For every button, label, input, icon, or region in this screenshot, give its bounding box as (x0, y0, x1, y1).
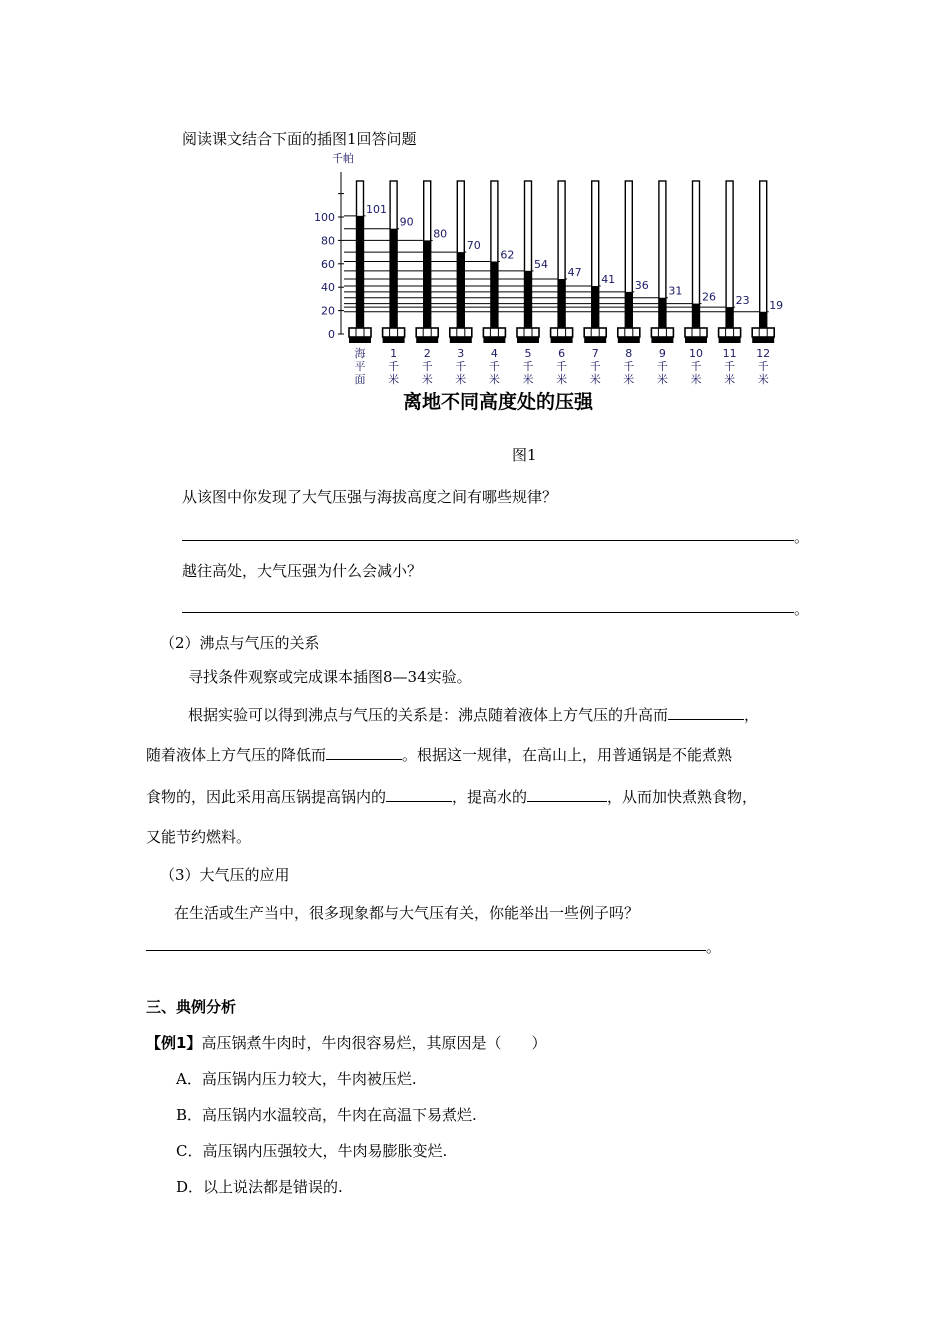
value-label: 36 (634, 278, 649, 292)
value-label: 19 (769, 298, 784, 312)
category-label: 平 (354, 360, 366, 373)
reservoir-base (584, 337, 606, 343)
pressure-chart (314, 150, 788, 420)
category-label: 千 (589, 360, 601, 373)
reservoir (416, 328, 438, 337)
option-a[interactable]: A．高压锅内压力较大，牛肉被压烂. (176, 1070, 417, 1088)
category-label: 5 (524, 347, 532, 360)
reservoir-base (551, 337, 573, 343)
y-tick-label: 100 (314, 211, 335, 224)
category-label: 米 (589, 373, 601, 386)
option-c[interactable]: C．高压锅内压强较大，牛肉易膨胀变烂. (176, 1142, 448, 1160)
category-label: 千 (455, 360, 467, 373)
period-1: 。 (794, 528, 810, 546)
reservoir (618, 328, 640, 337)
p3-text-b: ，提高水的 (452, 788, 528, 806)
category-label: 米 (421, 373, 433, 386)
reservoir (483, 328, 505, 337)
reservoir-base (383, 337, 405, 343)
reservoir-base (349, 337, 371, 343)
value-label: 26 (702, 290, 716, 304)
y-tick-label: 40 (321, 281, 335, 295)
value-label: 80 (433, 227, 448, 241)
value-label: 101 (366, 202, 387, 216)
pressure-bar (592, 286, 599, 334)
pressure-bar (491, 261, 498, 334)
reservoir (719, 328, 741, 337)
category-label: 9 (658, 347, 666, 360)
category-label: 2 (423, 347, 431, 360)
category-label: 千 (522, 360, 534, 373)
question-2: 越往高处，大气压强为什么会减小？ (182, 562, 423, 580)
value-label: 41 (601, 273, 616, 287)
category-label: 10 (689, 347, 703, 360)
section-2-paragraph-4: 又能节约燃料。 (146, 828, 252, 846)
section-2-instruction: 寻找条件观察或完成课本插图8—34实验。 (188, 668, 472, 686)
pressure-bar (558, 279, 565, 334)
example-label: 【例1】 (146, 1034, 202, 1052)
reservoir (517, 328, 539, 337)
answer-line-2[interactable] (182, 612, 794, 613)
period-2: 。 (794, 600, 810, 618)
section-3-question: 在生活或生产当中，很多现象都与大气压有关，你能举出一些例子吗？ (174, 904, 640, 922)
part-3-title: 三、典例分析 (146, 998, 237, 1016)
category-label: 1 (390, 347, 398, 360)
category-label: 米 (690, 373, 702, 386)
value-label: 62 (500, 248, 515, 262)
section-2-paragraph-3 (146, 786, 757, 807)
question-1: 从该图中你发现了大气压强与海拔高度之间有哪些规律？ (182, 488, 558, 506)
category-label: 米 (724, 373, 736, 386)
pressure-bar (357, 216, 364, 334)
category-label: 千 (724, 360, 736, 373)
y-tick-label: 0 (328, 328, 335, 341)
value-label: 23 (735, 294, 750, 308)
reservoir-base (517, 337, 539, 343)
p2-text-b: 。根据这一规律，在高山上，用普通锅是不能煮熟 (402, 746, 733, 764)
category-label: 千 (690, 360, 702, 373)
p3-text-a: 食物的，因此采用高压锅提高锅内的 (146, 788, 387, 806)
p2-text-a: 随着液体上方气压的降低而 (146, 746, 327, 764)
figure-caption: 图1 (512, 446, 537, 464)
section-2-title: （2）沸点与气压的关系 (160, 634, 320, 652)
reservoir (450, 328, 472, 337)
category-label: 米 (522, 373, 534, 386)
y-tick-label: 20 (321, 304, 335, 318)
blank-boiling-drop[interactable] (326, 745, 402, 760)
section-3-title: （3）大气压的应用 (160, 866, 290, 884)
y-tick-label: 60 (321, 257, 335, 271)
example-text: 高压锅煮牛肉时，牛肉很容易烂，其原因是（ ） (201, 1034, 547, 1052)
category-label: 3 (457, 347, 465, 360)
reservoir-base (483, 337, 505, 343)
pressure-bar (457, 252, 464, 334)
category-label: 7 (591, 347, 599, 360)
option-d[interactable]: D．以上说法都是错误的. (176, 1178, 343, 1196)
category-label: 12 (756, 347, 771, 360)
category-label: 米 (757, 373, 769, 386)
reservoir-base (450, 337, 472, 343)
answer-line-1[interactable] (182, 540, 794, 541)
y-tick-label: 80 (321, 234, 335, 248)
value-label: 70 (466, 239, 481, 253)
value-label: 54 (534, 257, 548, 271)
answer-line-3[interactable] (146, 950, 706, 951)
reservoir-base (685, 337, 707, 343)
category-label: 8 (625, 347, 633, 360)
category-label: 4 (490, 347, 498, 360)
category-label: 6 (558, 347, 566, 360)
category-label: 米 (488, 373, 500, 386)
category-label: 千 (556, 360, 568, 373)
blank-pressure[interactable] (386, 787, 452, 802)
chart-title: 离地不同高度处的压强 (402, 391, 594, 413)
category-label: 米 (455, 373, 467, 386)
pressure-bar (390, 229, 397, 334)
reservoir-base (752, 337, 774, 343)
section-2-paragraph-2 (146, 744, 732, 765)
reservoir-base (416, 337, 438, 343)
example-1 (146, 1032, 546, 1053)
unit-label: 千帕 (332, 152, 354, 165)
p1-text: 根据实验可以得到沸点与气压的关系是：沸点随着液体上方气压的升高而 (188, 706, 669, 724)
reservoir-base (618, 337, 640, 343)
category-label: 面 (354, 373, 366, 386)
reservoir (551, 328, 573, 337)
category-label: 米 (388, 373, 400, 386)
category-label: 米 (656, 373, 668, 386)
category-label: 千 (623, 360, 635, 373)
tube (760, 181, 767, 334)
option-b[interactable]: B．高压锅内水温较高，牛肉在高温下易煮烂. (176, 1106, 477, 1124)
section-2-paragraph-1 (188, 704, 759, 725)
category-label: 千 (488, 360, 500, 373)
p1-comma: ， (744, 706, 760, 724)
reservoir-base (719, 337, 741, 343)
intro-text: 阅读课文结合下面的插图1回答问题 (182, 130, 417, 148)
blank-boiling-rise[interactable] (668, 705, 744, 720)
value-label: 47 (567, 266, 582, 280)
reservoir (584, 328, 606, 337)
value-label: 90 (399, 215, 414, 229)
reservoir (349, 328, 371, 337)
reservoir (651, 328, 673, 337)
pressure-bar (525, 271, 532, 334)
reservoir-base (651, 337, 673, 343)
reservoir (383, 328, 405, 337)
period-3: 。 (706, 938, 722, 956)
blank-boiling-point[interactable] (527, 787, 607, 802)
pressure-bar (424, 240, 431, 334)
category-label: 米 (623, 373, 635, 386)
category-label: 11 (722, 347, 737, 360)
category-label: 千 (388, 360, 400, 373)
reservoir (752, 328, 774, 337)
category-label: 海 (354, 347, 366, 360)
category-label: 米 (556, 373, 568, 386)
category-label: 千 (421, 360, 433, 373)
reservoir (685, 328, 707, 337)
category-label: 千 (757, 360, 769, 373)
p3-text-c: ，从而加快煮熟食物， (607, 788, 758, 806)
category-label: 千 (656, 360, 668, 373)
value-label: 31 (668, 284, 683, 298)
